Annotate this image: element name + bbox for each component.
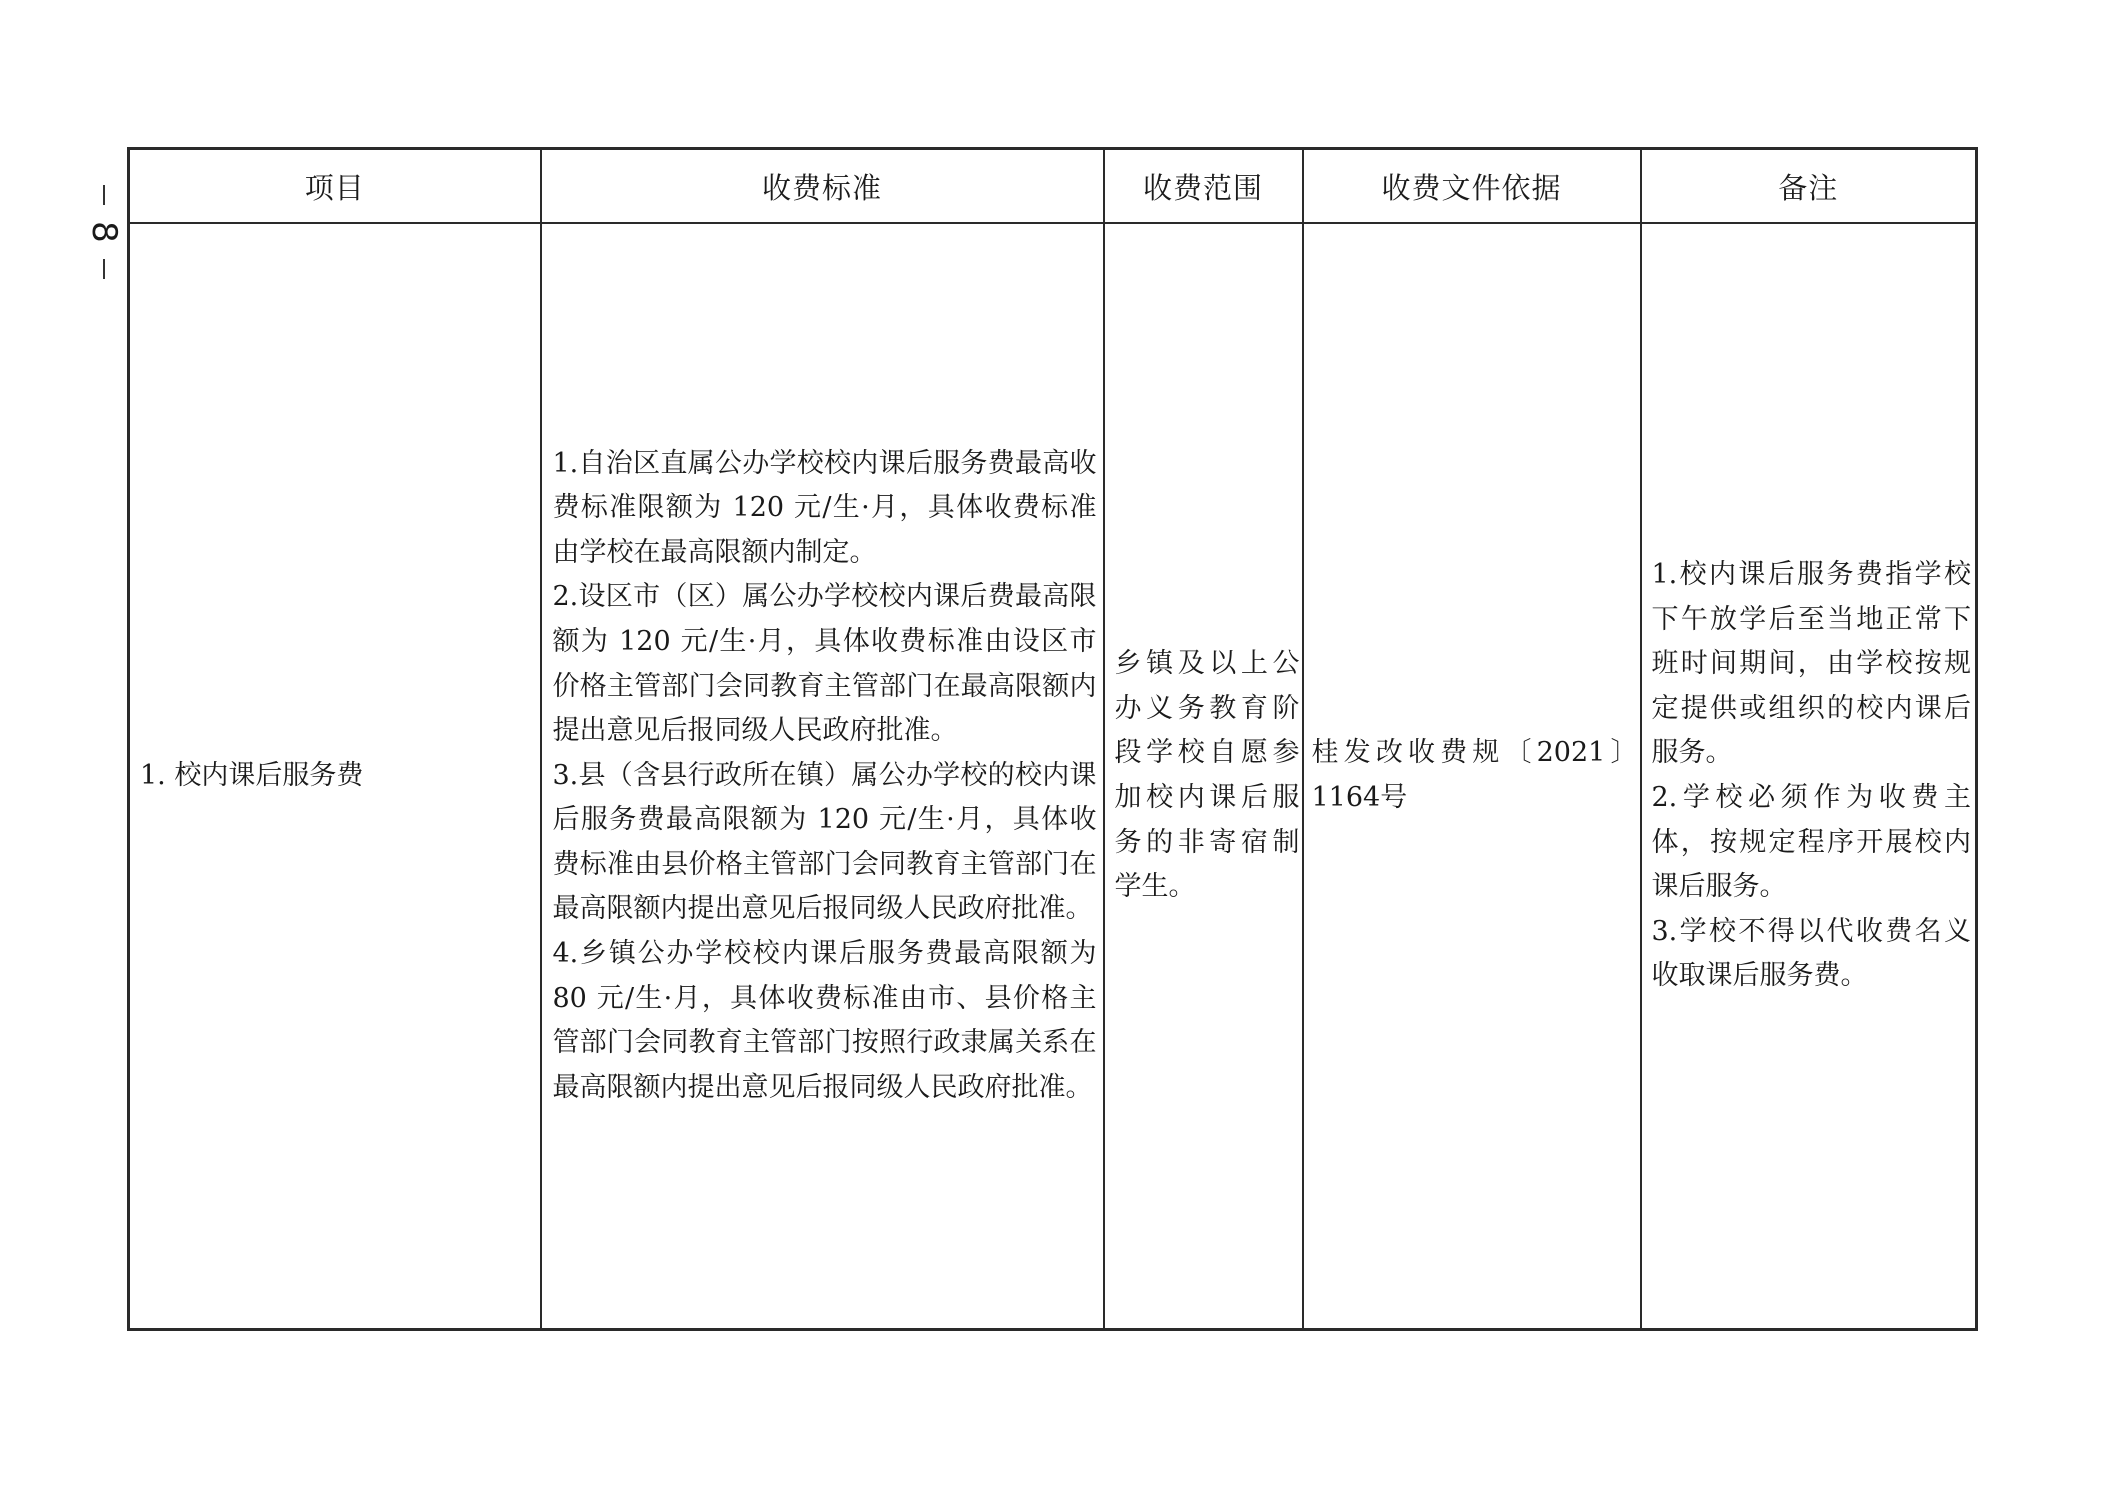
- page-number-dash-top: [103, 185, 105, 205]
- header-item: 项目: [129, 149, 541, 224]
- standard-clause-2: 2.设区市（区）属公办学校校内课后费最高限额为 120 元/生·月，具体收费标准由设区市价格主管部门会同教育主管部门在最高限额内提出意见后报同级人民政府批准。: [552, 581, 1097, 747]
- cell-standard: [541, 223, 1104, 1330]
- header-standard: 收费标准: [541, 149, 1104, 224]
- header-basis: 收费文件依据: [1303, 149, 1641, 224]
- cell-item: 1. 校内课后服务费: [129, 223, 541, 1330]
- standard-clause-3: 3.县（含县行政所在镇）属公办学校的校内课后服务费最高限额为 120 元/生·月，具体收费标准由县价格主管部门会同教育主管部门在最高限额内提出意见后报同级人民政府批准。: [552, 759, 1097, 925]
- header-scope: 收费范围: [1104, 149, 1303, 224]
- note-clause-3: 3.学校不得以代收费名义收取课后服务费。: [1651, 915, 1971, 992]
- standard-clause-4: 4.乡镇公办学校校内课后服务费最高限额为 80 元/生·月，具体收费标准由市、县价格主管部门会同教育主管部门按照行政隶属关系在最高限额内提出意见后报同级人民政府批准。: [552, 938, 1097, 1103]
- cell-scope: 乡镇及以上公办义务教育阶段学校自愿参加校内课后服务的非寄宿制学生。: [1104, 223, 1303, 1330]
- note-clause-1: 1.校内课后服务费指学校下午放学后至当地正常下班时间期间，由学校按规定提供或组织的校内课后服务。: [1651, 559, 1971, 769]
- table-header-row: [129, 149, 1977, 224]
- page-number: [84, 185, 124, 279]
- page-number-dash-bottom: [103, 259, 105, 279]
- page-number-value: 8: [83, 221, 124, 243]
- cell-note: [1641, 223, 1977, 1330]
- table-row: [129, 223, 1977, 1330]
- cell-basis: 桂发改收费规〔2021〕1164号: [1303, 223, 1641, 1330]
- header-note: 备注: [1641, 149, 1977, 224]
- fee-table: [127, 147, 1978, 1331]
- note-clause-2: 2.学校必须作为收费主体，按规定程序开展校内课后服务。: [1651, 782, 1971, 903]
- standard-clause-1: 1.自治区直属公办学校校内课后服务费最高收费标准限额为 120 元/生·月，具体收费标准由学校在最高限额内制定。: [552, 447, 1097, 568]
